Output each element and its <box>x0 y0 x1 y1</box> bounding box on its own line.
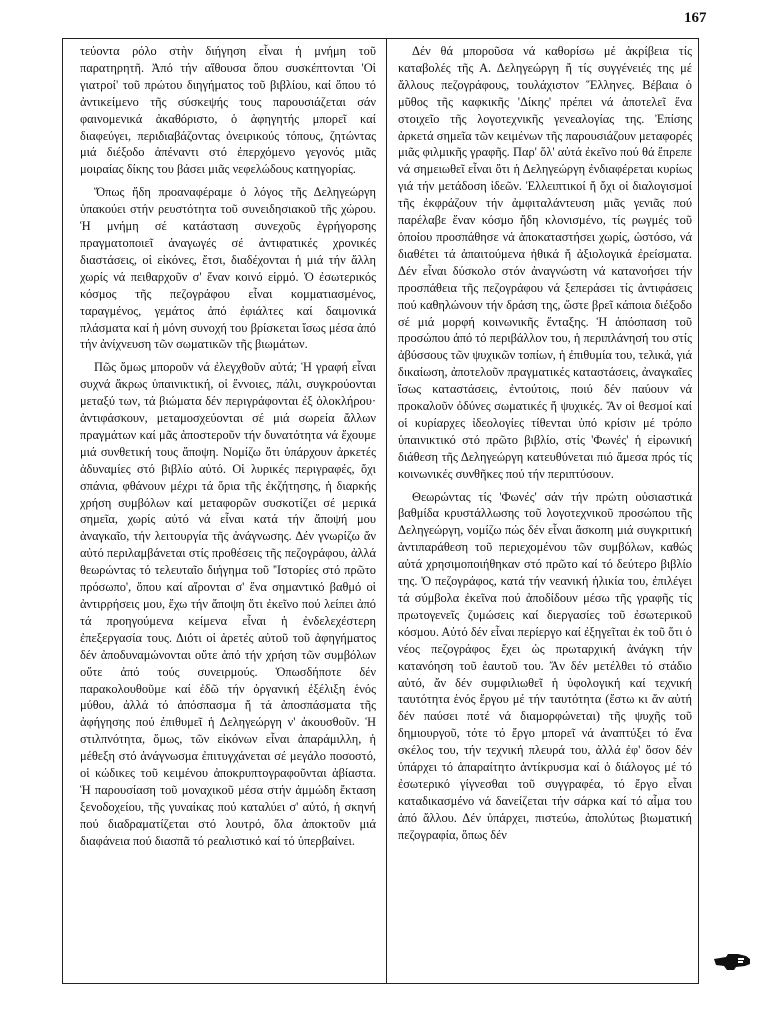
paragraph: Ὅπως ἤδη προαναφέραμε ὁ λόγος τῆς Δεληγεώργη ὑπακούει στήν ρευστότητα τοῦ συνειδησιακοῦ τῆς χώρου. Ἡ μνήμη σέ κατάσταση συνεχοῦς ἐγρήγορσης πραγματοποιεῖ ἀναγωγές σέ ἀντιφατικές χρονικές διαστάσεις, οἱ εἰκόνες, ἔτσι, διαδέχονται ἡ μιά τήν ἄλλη χωρίς νά πειθαρχοῦν σ' ἕναν κοινό εἱρμό. Ὁ ἐσωτερικός κόσμος τῆς πεζογράφου εἶναι κομματιασμένος, ταραγμένος, γεμάτος ἀπό ἐφιάλτες καί δαιμονικά πλάσματα καί ἡ μόνη συνοχή του βρίσκεται ἴσως μέσα ἀπό τήν ἀνίχνευση τῶν σωματικῶν τῆς βιωμάτων. <box>80 185 376 352</box>
paragraph: Πῶς ὅμως μποροῦν νά ἐλεγχθοῦν αὐτά; Ἡ γραφή εἶναι συχνά ἄκρως ὑπαινικτική, οἱ ἔννοιες, πάλι, συγκρούονται μεταξύ των, τά βιώματα δέν περιγράφονται ἐξ ὁλοκλήρου· ἀντιφάσκουν, μεταμοσχεύονται σέ μιά σωρεία ἄλλων πραγμάτων καί μᾶς ἀποστεροῦν τήν δυνατότητα νά ἔχουμε μιά συνθετική τους ἄποψη. Νομίζω ὅτι ὑπάρχουν ἀρκετές ἀδυναμίες στό βιβλίο αὐτό. Οἱ λυρικές περιγραφές, ὄχι σπάνια, φθάνουν μέχρι τά ὅρια τῆς ἐκζήτησης, ἡ διαρκής χρήση συμβόλων καί μεταφορῶν συσκοτίζει σέ μερικά σημεῖα, χωρίς αὐτό νά εἶναι κατά τήν ἄποψή μου ἀναγκαῖο, τήν λειτουργία τῆς ἀνάγνωσης. Δέν γνωρίζω ἄν αὐτό περιλαμβάνεται στίς προθέσεις τῆς πεζογράφου, ἀλλά θεωρώντας τό τελευταῖο διήγημα τοῦ 'Ἱστορίες στό πρῶτο πρόσωπο', ὅπου καί αἴρονται σ' ἕνα σημαντικό βαθμό οἱ ἀντιρρήσεις μου, ἔχω τήν ἄποψη ὅτι ἐκεῖνο πού λείπει ἀπό τά προηγούμενα κείμενα εἶναι ἡ ἐνδελεχέστερη ἐπεξεργασία τους. Διότι οἱ ἀρετές αὐτοῦ τοῦ ἀφηγήματος δέν ἀποδυναμώνονται οὔτε ἀπό τήν χρήση τῶν συμβόλων οὔτε ἀπό τούς συνειρμούς. Ὁπωσδήποτε δέν παρακολουθοῦμε καί ἐδῶ τήν ὀργανική ἐξέλιξη ἑνός μύθου, ἀλλά τό ἀπόσπασμα ἤ τά ἀποσπάσματα τῆς ἀφήγησης πού ἐπιθυμεῖ ἡ Δεληγεώργη ν' ἀκουσθοῦν. Ἡ στιλπνότητα, ὅμως, τῶν εἰκόνων εἶναι ἀπαράμιλλη, ἡ μέθεξη στό ἀνάγνωσμα ἐπιτυγχάνεται σέ μεγάλο ποσοστό, οἱ κώδικες τοῦ κειμένου ἀποκρυπτογραφοῦνται ἀβίαστα. Ἡ παρουσίαση τοῦ μοναχικοῦ μέσα στήν ἀμμώδη ἔκταση ξενοδοχείου, τῆς γυναίκας πού καταλύει σ' αὐτό, ἡ σκηνή πού διαδραματίζεται στό λουτρό, ὅλα ἀποκτοῦν μιά διαφάνεια πού διασπᾶ τό ρεαλιστικό καί τό ὑπερβαίνει. <box>80 360 376 848</box>
left-column <box>80 43 376 850</box>
paragraph: Θεωρώντας τίς 'Φωνές' σάν τήν πρώτη οὐσιαστικά βαθμίδα κρυστάλλωσης τοῦ λογοτεχνικοῦ προσώπου τῆς Δεληγεώργη, νομίζω πώς δέν εἶναι ἄσκοπη μιά συγκριτική ἀντιπαράθεση τοῦ περιεχομένου τῶν συμβόλων, καθώς αὐτά χρησιμοποιήθηκαν στό πρῶτο καί τό δεύτερο βιβλίο της. Ὁ πεζογράφος, κατά τήν νεανική ἡλικία του, ἐπιλέγει τά σύμβολα ἐκεῖνα πού ἀποδίδουν μέσω τῆς γραφῆς τίς πρωτογενεῖς ζυμώσεις καί διεργασίες τοῦ ἐσωτερικοῦ κόσμου. Αὐτό δέν εἶναι περίεργο καί ἐξηγεῖται ἐκ τοῦ ὅτι ὁ νέος πεζογράφος ἔχει ὡς πρωταρχική ἀνάγκη τήν κατανόηση τοῦ ἑαυτοῦ του. Ἄν δέν μετέλθει τό στάδιο αὐτό, ἄν δέν συμφιλιωθεῖ ἡ ὑφολογική καί τεχνική ταυτότητα ἑνός ἔργου μέ τήν ταυτότητα (ἔστω κι ἄν αὐτή δέν παύσει ποτέ νά διαμορφώνεται) τῆς ψυχῆς τοῦ δημιουργοῦ, τότε τό ἔργο μπορεῖ νά ἀναπτύξει τό ἕνα σκέλος του, τήν τεχνική πλευρά του, ἀλλά ἐφ' ὅσον δέν ὑπάρχει τό ἀπαραίτητο ἀντίκρυσμα καί ὁ διάλογος μέ τό ἐσωτερικό γίγνεσθαι τοῦ συγγραφέα, τό ἔργο εἶναι καταδικασμένο νά δανείζεται τήν σάρκα καί τό αἷμα του ἀπό ἄλλου. Δέν ὑπάρχει, πιστεύω, ἀπολύτως βιωματική πεζογραφία, ὅπως δέν <box>398 489 692 842</box>
paragraph: τεύοντα ρόλο στὴν διήγηση εἶναι ἡ μνήμη τοῦ παρατηρητῆ. Ἀπό τήν αἴθουσα ὅπου συσκέπτονται 'Οἱ γιατροί' τοῦ πρώτου διηγήματος τοῦ βιβλίου, καί ὅπου τό ἀντικείμενο τῆς σύσκεψής τους παρουσιάζεται σάν φαινομενικά ἀκαθόριστο, ὁ ἀφηγητής μπορεῖ καί διαφεύγει, περιδιαβάζοντας ὀνειρικούς τόπους, ζητώντας μιά διέξοδο ἀπέναντι στό ἐπερχόμενο γεγονός μιᾶς μοιραίας δίκης του βάσει μιᾶς νεφελώδους κατηγορίας. <box>80 44 376 177</box>
column-divider <box>386 38 387 984</box>
pointing-hand-icon <box>712 950 752 974</box>
page-number: 167 <box>684 10 707 26</box>
right-column <box>398 43 692 844</box>
paragraph: Δέν θά μποροῦσα νά καθορίσω μέ ἀκρίβεια τίς καταβολές τῆς Α. Δεληγεώργη ἤ τίς συγγένειές της μέ ἄλλους πεζογράφους, τουλάχιστον Ἕλληνες. Βέβαια ὁ μῦθος τῆς καφκικῆς 'Δίκης' πρέπει νά ἀποτελεῖ ἕνα στοιχεῖο τῆς λογοτεχνικῆς γενεαλογίας της. Ἐπίσης ἀρκετά σημεῖα τῶν κειμένων τῆς παρουσιάζουν μεταφορές μιᾶς φιλμικῆς γραφῆς. Παρ' ὅλ' αὐτά ἐκεῖνο πού θά ἔπρεπε νά σημειωθεῖ εἶναι ὅτι ἡ Δεληγεώργη ἐνδιαφέρεται κυρίως γιά τήν μετάδοση ἰδεῶν. Ἐλλειπτικοί ἤ ὄχι οἱ διαλογισμοί τῆς ἐκφράζουν τήν ἀμφιταλάντευση μιᾶς γενιᾶς πού παρέλαβε ἕναν κόσμο ἤδη κλονισμένο, τίς ρωγμές τοῦ ὁποίου προσπάθησε νά ἀποκαταστήσει χωρίς, ὡστόσο, νά διαθέτει τά ἀπαιτούμενα ἠθικά ἤ ἀξιολογικά ἐρείσματα. Δέν εἶναι δύσκολο στόν ἀναγνώστη νά κατανοήσει τήν προσπάθεια τῆς πεζογράφου νά ξεπεράσει τίς ἀντιφάσεις πού καθηλώνουν τήν δράση της, ὥστε βρεῖ κάποια διέξοδο σέ μιά μορφή κοινωνικῆς ἔνταξης. Ἡ ἀπόσπαση τοῦ προσώπου ἀπό τό περιβάλλον του, ἡ περιπλάνησή του στίς ἀβύσσους τῶν ψυχικῶν τοπίων, ἡ ἐπιθυμία του, τελικά, γιά δικαίωση, ἀποτελοῦν πραγματικές καταστάσεις, ἀναγκαῖες ἴσως καταστάσεις, ἐντούτοις, ποιύ δέν παύουν νά προκαλοῦν ὀδύνες σωματικές ἤ ψυχικές. Ἄν οἱ θεσμοί καί οἱ κυρίαρχες ἰδεολογίες τίθενται ὑπό κρίσιν μέ τρόπο ὑπαινικτικό στό πρῶτο βιβλίο, στίς 'Φωνές' ἡ εἰρωνική διάθεση τῆς Δεληγεώργη κατευθύνεται πιό ἄμεσα πρός τίς κοινωνικές συνθῆκες πού τήν περιπτύσουν. <box>398 44 693 481</box>
